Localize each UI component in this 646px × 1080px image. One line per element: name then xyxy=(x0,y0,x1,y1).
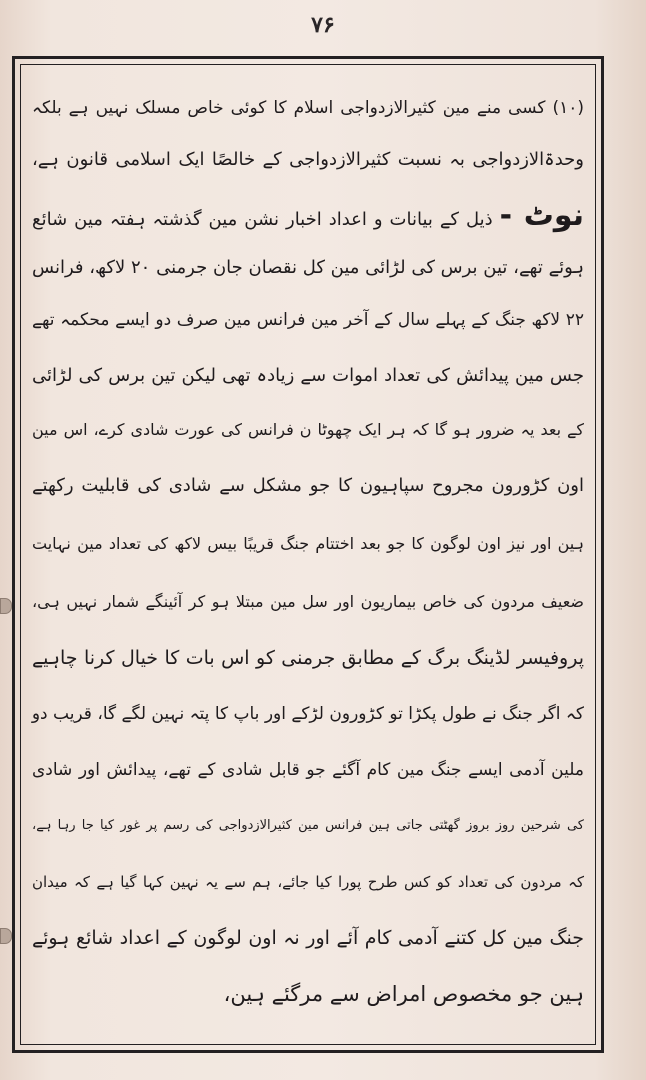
text-line: اون کڑورون مجروح سپاہیون کا جو مشکل سے شادی کی قابلیت رکھتے xyxy=(32,475,584,496)
text-line: ہین اور نیز اون لوگون کا جو بعد اختتام جنگ قریبًا بیس لاکھ کی تعداد مین نہایت xyxy=(32,534,584,553)
text-line: ہوئے تھے، تین برس کی لڑائی مین کل نقصان جان جرمنی ۲۰ لاکھ، فرانس xyxy=(32,257,584,278)
text-line: ملین آدمی ایسے جنگ مین کام آگئے جو قابل شادی کے تھے، پیدائش اور شادی xyxy=(32,760,584,780)
text-line: ضعیف مردون کی خاص بیماریون اور سل مین مبتلا ہو کر آئینگے شمار نہیں ہی، xyxy=(32,592,584,611)
text-line: کے بعد یہ ضرور ہو گا کہ ہر ایک چھوٹا ن فرانس کی عورت شادی کرے، اس مین xyxy=(32,420,584,439)
text-line: ہین جو مخصوص امراض سے مرگئے ہین، xyxy=(223,982,584,1006)
text-line: ۲۲ لاکھ جنگ کے پہلے سال کے آخر مین فرانس مین صرف دو ایسے محکمہ تھے xyxy=(32,310,584,330)
text-line: کی شرحین روز بروز گھٹتی جاتی ہین فرانس مین کثیرالازدواجی کی رسم پر غور کیا جا رہا ہے، xyxy=(32,818,584,833)
text-line: پروفیسر لڈینگ برگ کے مطابق جرمنی کو اس بات کا خیال کرنا چاہیے xyxy=(32,647,584,669)
body-text xyxy=(32,82,584,1032)
text-line: کہ مردون کی تعداد کو کس طرح پورا کیا جائے، ہم سے یہ نہین کہا گیا ہے کہ میدان xyxy=(32,873,584,891)
binding-hole xyxy=(0,598,12,614)
text-line: جنگ مین کل کتنے آدمی کام آئے اور نہ اون لوگون کے اعداد شائع ہوئے xyxy=(32,927,584,949)
text-line: کہ اگر جنگ نے طول پکڑا تو کڑورون لڑکے اور باپ کا پتہ نہین لگے گا، قریب دو xyxy=(31,704,584,724)
text-line: ذیل کے بیانات و اعداد اخبار نشن مین گذشتہ ہفتہ مین شائع xyxy=(32,209,493,230)
text-line-with-note xyxy=(32,190,584,242)
text-line: جس مین پیدائش کی تعداد اموات سے زیادہ تھی لیکن تین برس کی لڑائی xyxy=(32,365,584,386)
page-number: ۷۶ xyxy=(311,12,335,38)
text-line: وحدۃالازدواجی بہ نسبت کثیرالازدواجی کے خالصًا ایک اسلامی قانون ہے، xyxy=(32,149,584,170)
note-label: نوٹ - xyxy=(499,198,584,233)
text-line: (۱۰) کسی منے مین کثیرالازدواجی اسلام کا کوئی خاص مسلک نہیں ہے بلکہ xyxy=(32,98,584,118)
binding-hole xyxy=(0,928,12,944)
